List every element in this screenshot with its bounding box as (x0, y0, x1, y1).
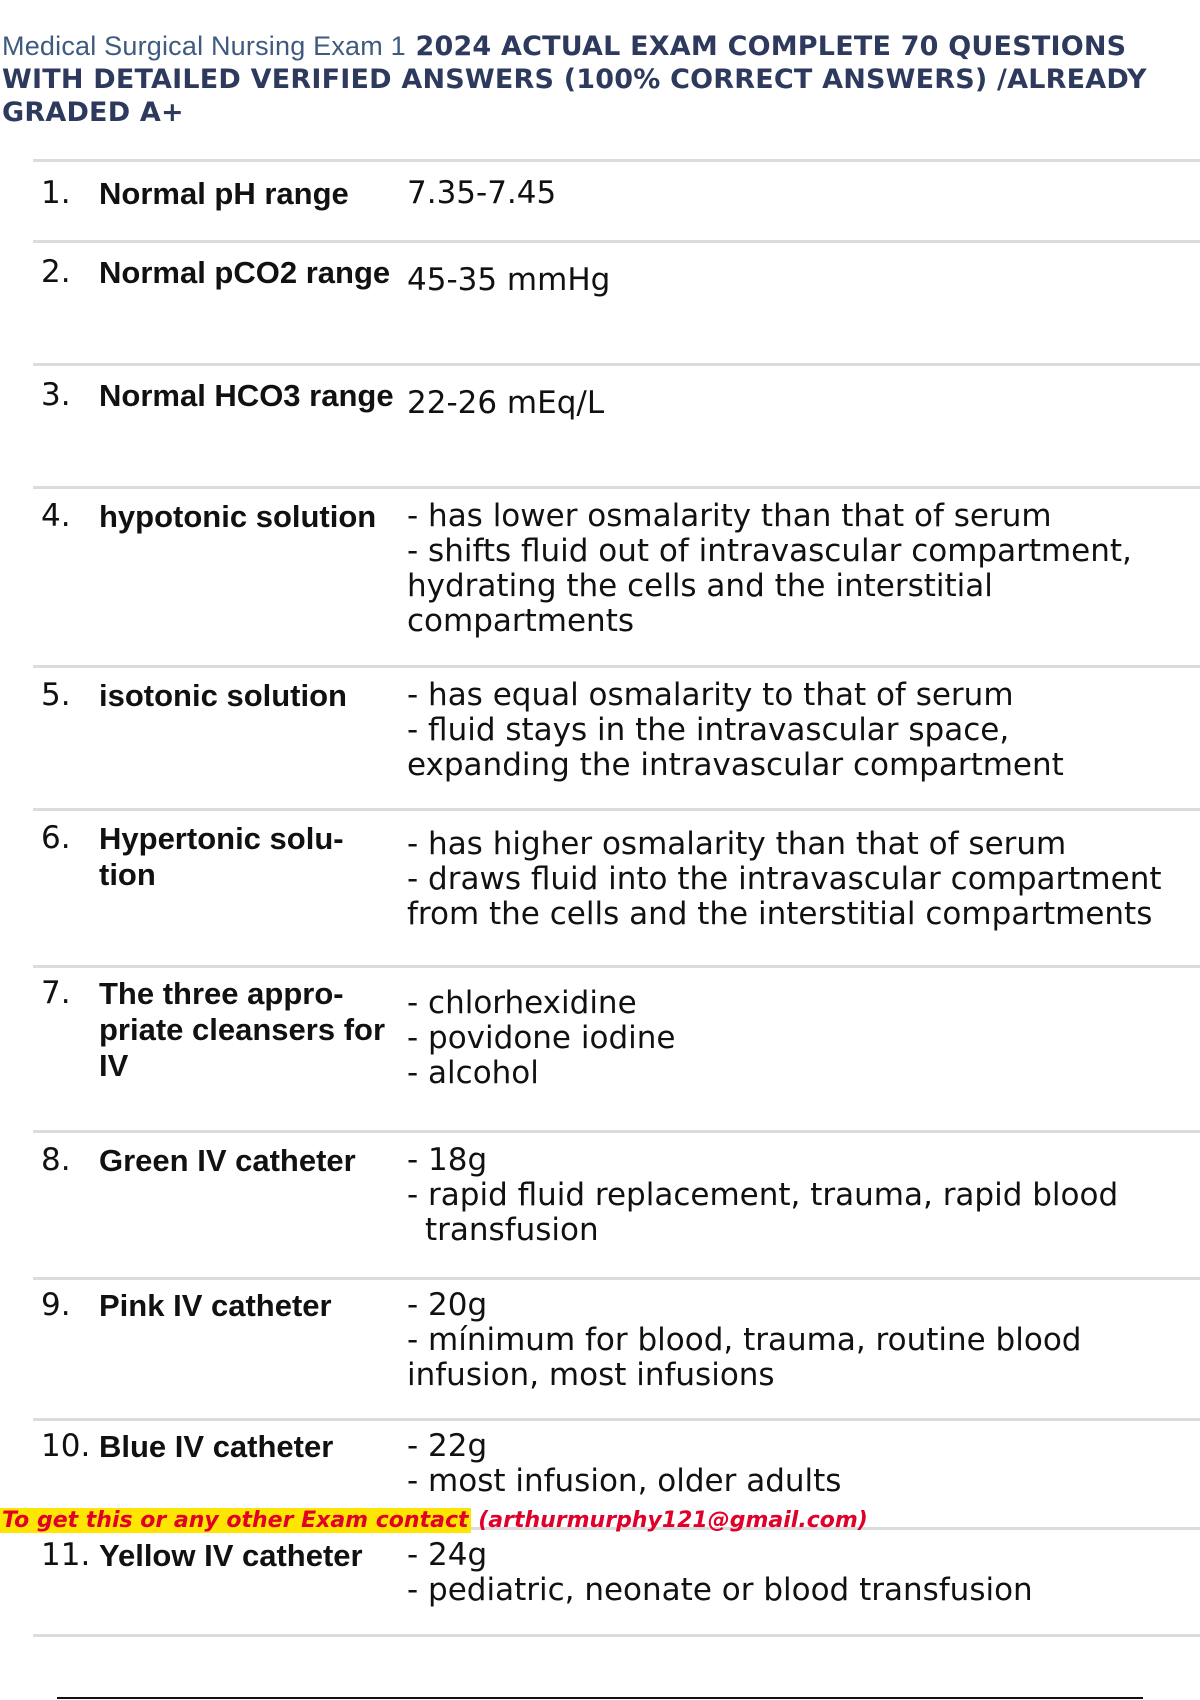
item-answer (403, 967, 1200, 1132)
answer-line: compartments (407, 603, 635, 639)
item-term: Yellow IV catheter (99, 1529, 403, 1636)
answer-line: - pediatric, neonate or blood transfusion (407, 1572, 1033, 1608)
table-row (33, 242, 1200, 365)
item-term: Pink IV catheter (99, 1279, 403, 1420)
table-row (33, 810, 1200, 967)
answer-line: - most infusion, older adults (407, 1463, 842, 1499)
item-answer (403, 667, 1200, 810)
answer-line: hydrating the cells and the interstitial (407, 568, 993, 604)
item-answer (403, 365, 1200, 488)
table-row (33, 1529, 1200, 1636)
answer-line: - 22g (407, 1428, 488, 1464)
item-number: 9. (33, 1279, 99, 1420)
item-term: Hypertonic solu- tion (99, 810, 403, 967)
answer-line: - mínimum for blood, trauma, routine blood (407, 1322, 1082, 1358)
item-answer (403, 1279, 1200, 1420)
answer-line: - povidone iodine (407, 1020, 676, 1056)
answer-line: - 20g (407, 1287, 488, 1323)
item-number: 1. (33, 161, 99, 242)
answer-line: from the cells and the interstitial compartments (407, 896, 1153, 932)
document-title (2, 30, 1192, 129)
item-number: 6. (33, 810, 99, 967)
item-term: The three appro- priate cleansers for IV (99, 967, 403, 1132)
answer-line: - alcohol (407, 1055, 539, 1091)
item-number: 11. (33, 1529, 99, 1636)
document-title-rest: 2024 ACTUAL EXAM COMPLETE 70 QUESTIONS WITH DETAILED VERIFIED ANSWERS (100% CORRECT ANSWERS) /ALREADY GRADED A+ (2, 31, 1147, 128)
item-term: Normal HCO3 range (99, 365, 403, 488)
page-bottom-divider (57, 1697, 1143, 1699)
answer-line: expanding the intravascular compartment (407, 747, 1064, 783)
item-term: isotonic solution (99, 667, 403, 810)
table-row (33, 161, 1200, 242)
item-term: Blue IV catheter (99, 1420, 403, 1529)
item-answer (403, 1132, 1200, 1279)
table-row (33, 365, 1200, 488)
item-answer (403, 810, 1200, 967)
table-row (33, 967, 1200, 1132)
item-term: Normal pCO2 range (99, 242, 403, 365)
answer-line: transfusion (425, 1212, 599, 1248)
item-answer (403, 488, 1200, 667)
item-term: Green IV catheter (99, 1132, 403, 1279)
contact-email-link[interactable]: (arthurmurphy121@gmail.com) (478, 1508, 868, 1533)
table-row (33, 1279, 1200, 1420)
table-row (33, 1132, 1200, 1279)
item-number: 4. (33, 488, 99, 667)
item-number: 8. (33, 1132, 99, 1279)
answer-line: infusion, most infusions (407, 1357, 775, 1393)
item-answer (403, 1529, 1200, 1636)
item-answer (403, 242, 1200, 365)
answer-line: 22-26 mEq/L (407, 385, 605, 421)
answer-line: - chlorhexidine (407, 985, 637, 1021)
answer-line: - shifts fluid out of intravascular compartment, (407, 533, 1132, 569)
answer-line: - has equal osmalarity to that of serum (407, 677, 1014, 713)
qa-table (33, 159, 1200, 1637)
answer-line: - fluid stays in the intravascular space, (407, 712, 1010, 748)
answer-line: - has lower osmalarity than that of serum (407, 498, 1052, 534)
answer-line: - has higher osmalarity than that of serum (407, 826, 1067, 862)
answer-line: - 24g (407, 1537, 488, 1573)
table-row (33, 667, 1200, 810)
item-number: 2. (33, 242, 99, 365)
answer-line: 7.35-7.45 (407, 175, 557, 211)
item-number: 3. (33, 365, 99, 488)
answer-line: - rapid fluid replacement, trauma, rapid blood (407, 1177, 1119, 1213)
answer-line: 45-35 mmHg (407, 262, 611, 298)
item-term: hypotonic solution (99, 488, 403, 667)
answer-line: - draws fluid into the intravascular compartment (407, 861, 1162, 897)
item-number: 5. (33, 667, 99, 810)
item-number: 10. (33, 1420, 99, 1529)
item-number: 7. (33, 967, 99, 1132)
contact-highlight-text: To get this or any other Exam contact (2, 1508, 469, 1533)
answer-line: - 18g (407, 1142, 488, 1178)
item-term: Normal pH range (99, 161, 403, 242)
contact-footer (0, 1507, 868, 1535)
item-answer (403, 161, 1200, 242)
document-title-lead: Medical Surgical Nursing Exam 1 (2, 31, 406, 61)
table-row (33, 488, 1200, 667)
